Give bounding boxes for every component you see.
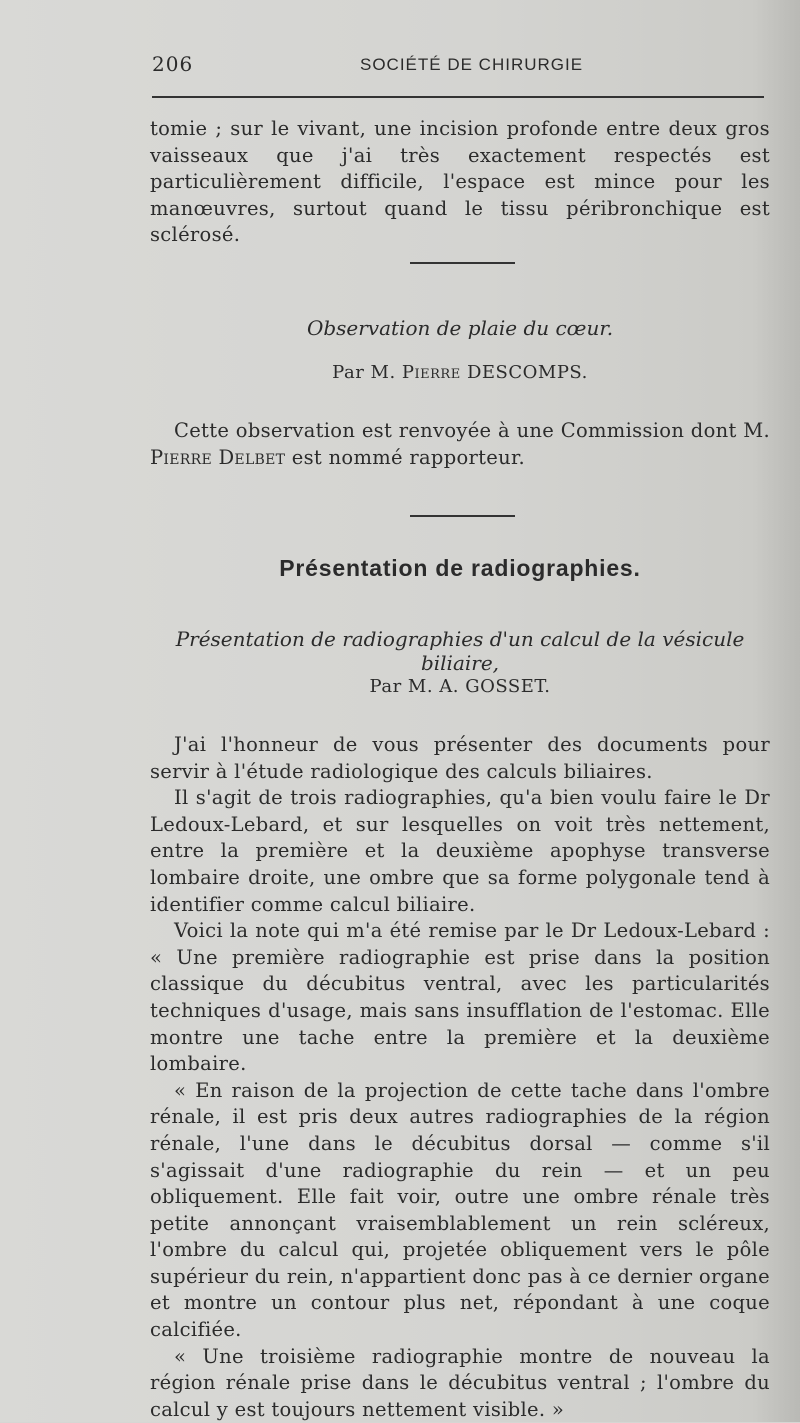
observation-text-end: est nommé rapporteur. — [291, 445, 525, 469]
referee-lastname: Delbet — [218, 445, 286, 469]
page-number: 206 — [152, 52, 194, 76]
article-body — [150, 732, 770, 1423]
body-paragraph: Voici la note qui m'a été remise par le Dr Ledoux-Lebard : « Une première radiographie est prise dans la position classique du décubitus ventral, avec les particularités techniques d'usage, mais sans insufflation de l'estomac. Elle montre une tache entre la première et la deuxième lombaire. — [150, 919, 770, 1076]
observation-text-start: Cette observation est renvoyée à une Commission dont M. — [174, 419, 770, 442]
page-header — [150, 52, 770, 82]
referee-firstname: Pierre — [150, 445, 212, 469]
continuation-paragraph: tomie ; sur le vivant, une incision profonde entre deux gros vaisseaux que j'ai très exactement respectés est particulièrement difficile, l'espace est mince pour les manœuvres, surtout quand le tissu péribronchique est sclérosé. — [150, 117, 770, 247]
author-prefix: Par M. — [332, 362, 396, 383]
body-paragraph: « Une troisième radiographie montre de nouveau la région rénale prise dans le décubitus ventral ; l'ombre du calcul y est toujours nettement visible. » — [150, 1344, 770, 1421]
running-title: SOCIÉTÉ DE CHIRURGIE — [360, 55, 584, 74]
body-paragraph: J'ai l'honneur de vous présenter des documents pour servir à l'étude radiologique des calculs biliaires. — [150, 733, 770, 783]
presentation-author: Par M. A. GOSSET. — [369, 676, 551, 697]
author-firstname: Pierre — [401, 362, 461, 383]
body-paragraph: « En raison de la projection de cette tache dans l'ombre rénale, il est pris deux autres radiographies de la région rénale, l'une dans le décubitus dorsal — comme s'il s'agissait d'une radiographie du rein — et un peu obliquement. Elle fait voir, outre une ombre rénale très petite annonçant vraisemblablement un rein scléreux, l'ombre du calcul qui, projetée obliquement vers le pôle supérieur du rein, n'appartient donc pas à ce dernier organe et montre un contour plus net, répondant à une coque calcifiée. — [150, 1078, 770, 1342]
section-divider — [410, 515, 515, 517]
observation-title: Observation de plaie du cœur. — [306, 316, 614, 340]
body-paragraph: Il s'agit de trois radiographies, qu'a bien voulu faire le Dr Ledoux-Lebard, et sur lesquelles on voit très nettement, entre la première et la deuxième apophyse transverse lombaire droite, une ombre que sa forme polygonale tend à identifier comme calcul biliaire. — [150, 786, 770, 916]
observation-paragraph — [150, 418, 770, 471]
presentation-subtitle: Présentation de radiographies d'un calcul de la vésicule biliaire, — [175, 627, 745, 675]
author-lastname: DESCOMPS. — [466, 362, 588, 383]
header-rule — [152, 96, 764, 98]
observation-author — [150, 362, 770, 383]
section-divider — [410, 262, 515, 264]
section-title: Présentation de radiographies. — [279, 555, 641, 581]
